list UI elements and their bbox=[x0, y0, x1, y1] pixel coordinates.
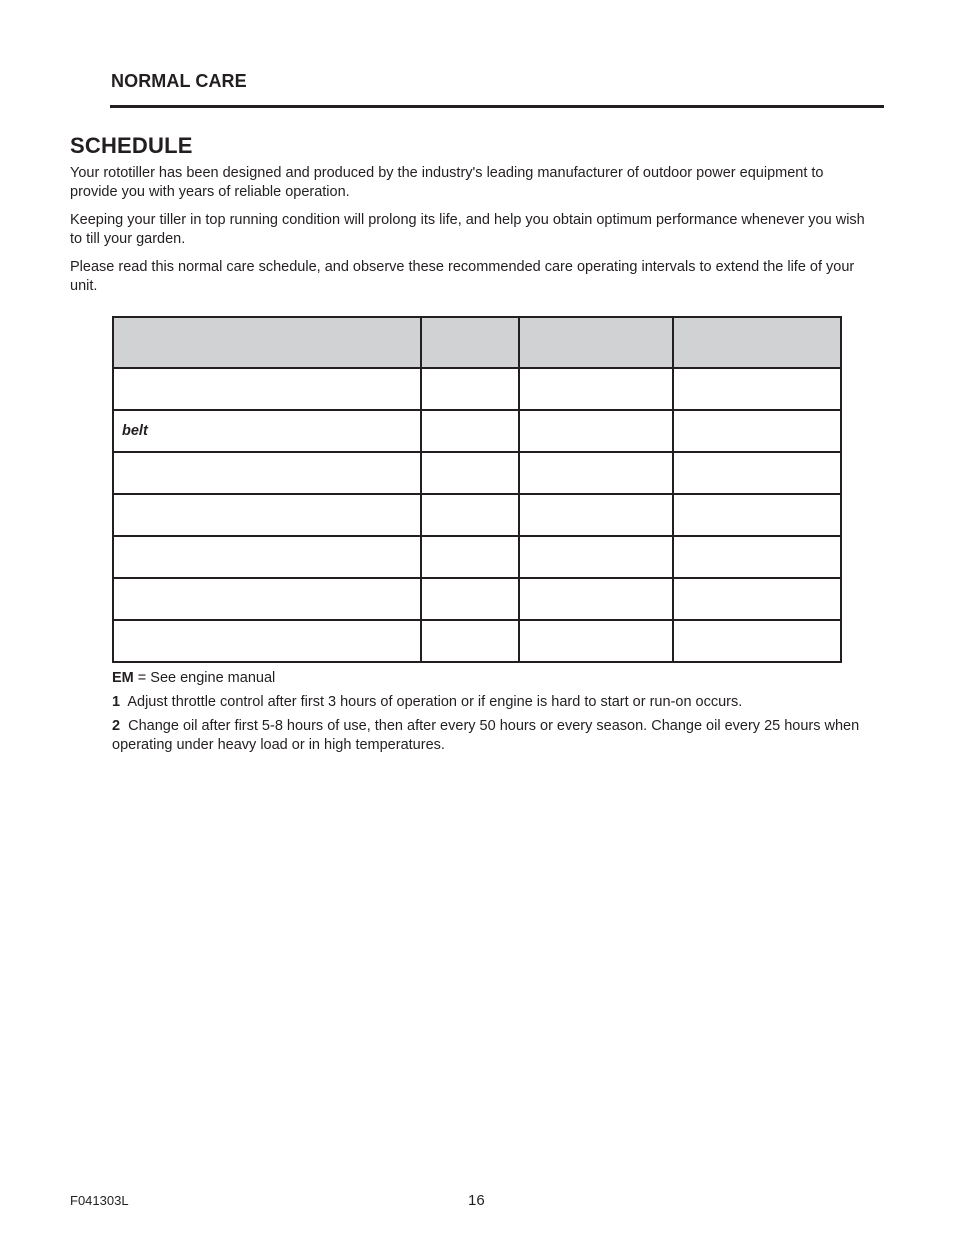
table-cell bbox=[519, 368, 673, 410]
table-cell bbox=[421, 368, 519, 410]
section-header: NORMAL CARE bbox=[111, 71, 247, 91]
table-cell bbox=[113, 494, 421, 536]
table-row bbox=[113, 536, 841, 578]
intro-text bbox=[70, 164, 875, 305]
table-row bbox=[113, 452, 841, 494]
table-cell bbox=[673, 410, 841, 452]
page-title: SCHEDULE bbox=[70, 133, 193, 158]
table-cell bbox=[421, 536, 519, 578]
table-cell bbox=[673, 452, 841, 494]
table-cell bbox=[113, 536, 421, 578]
note-2-number: 2 bbox=[112, 718, 121, 734]
header-divider bbox=[110, 105, 884, 108]
table-cell bbox=[519, 578, 673, 620]
note-1-number: 1 bbox=[112, 694, 121, 710]
table-row bbox=[113, 494, 841, 536]
document-code: F041303L bbox=[70, 1193, 129, 1208]
intro-paragraph-3: Please read this normal care schedule, and observe these recommended care operating intervals to extend the life of your unit. bbox=[70, 259, 855, 294]
table-cell bbox=[673, 536, 841, 578]
table-header-cell bbox=[673, 317, 841, 368]
table-cell bbox=[673, 578, 841, 620]
table-cell bbox=[113, 620, 421, 662]
note-2-text: Change oil after first 5-8 hours of use, then after every 50 hours or every season. Change oil every 25 hours when operating under heavy load or in high temperatures. bbox=[112, 718, 860, 753]
table-row bbox=[113, 620, 841, 662]
table-row bbox=[113, 368, 841, 410]
table-cell bbox=[519, 536, 673, 578]
table-cell bbox=[421, 620, 519, 662]
table-cell bbox=[421, 578, 519, 620]
table-cell bbox=[421, 494, 519, 536]
note-2 bbox=[112, 717, 862, 755]
care-schedule-table bbox=[112, 316, 842, 663]
note-em-label: EM bbox=[112, 670, 134, 686]
table-cell bbox=[519, 620, 673, 662]
table-cell bbox=[113, 452, 421, 494]
table-cell bbox=[113, 368, 421, 410]
table-row bbox=[113, 410, 841, 452]
table-cell bbox=[421, 452, 519, 494]
page-number: 16 bbox=[468, 1192, 485, 1209]
table-cell bbox=[673, 368, 841, 410]
note-em bbox=[112, 669, 862, 688]
table-header-row bbox=[113, 317, 841, 368]
table-cell bbox=[673, 494, 841, 536]
table-cell bbox=[519, 494, 673, 536]
table-row bbox=[113, 578, 841, 620]
intro-paragraph-1: Your rototiller has been designed and produced by the industry's leading manufacturer of outdoor power equipment to provide you with years of reliable operation. bbox=[70, 165, 824, 200]
note-1 bbox=[112, 693, 862, 712]
table-cell bbox=[113, 578, 421, 620]
table-cell: belt bbox=[113, 410, 421, 452]
table-cell bbox=[673, 620, 841, 662]
table-cell bbox=[519, 410, 673, 452]
note-em-text: = See engine manual bbox=[133, 670, 276, 686]
table-cell bbox=[421, 410, 519, 452]
table-header-cell bbox=[421, 317, 519, 368]
note-1-text: Adjust throttle control after first 3 hours of operation or if engine is hard to start or run-on occurs. bbox=[127, 694, 743, 710]
table-header-cell bbox=[113, 317, 421, 368]
table-notes bbox=[112, 669, 862, 760]
intro-paragraph-2: Keeping your tiller in top running condition will prolong its life, and help you obtain optimum performance whenever you wish to till your garden. bbox=[70, 212, 865, 247]
table-header-cell bbox=[519, 317, 673, 368]
table-cell bbox=[519, 452, 673, 494]
